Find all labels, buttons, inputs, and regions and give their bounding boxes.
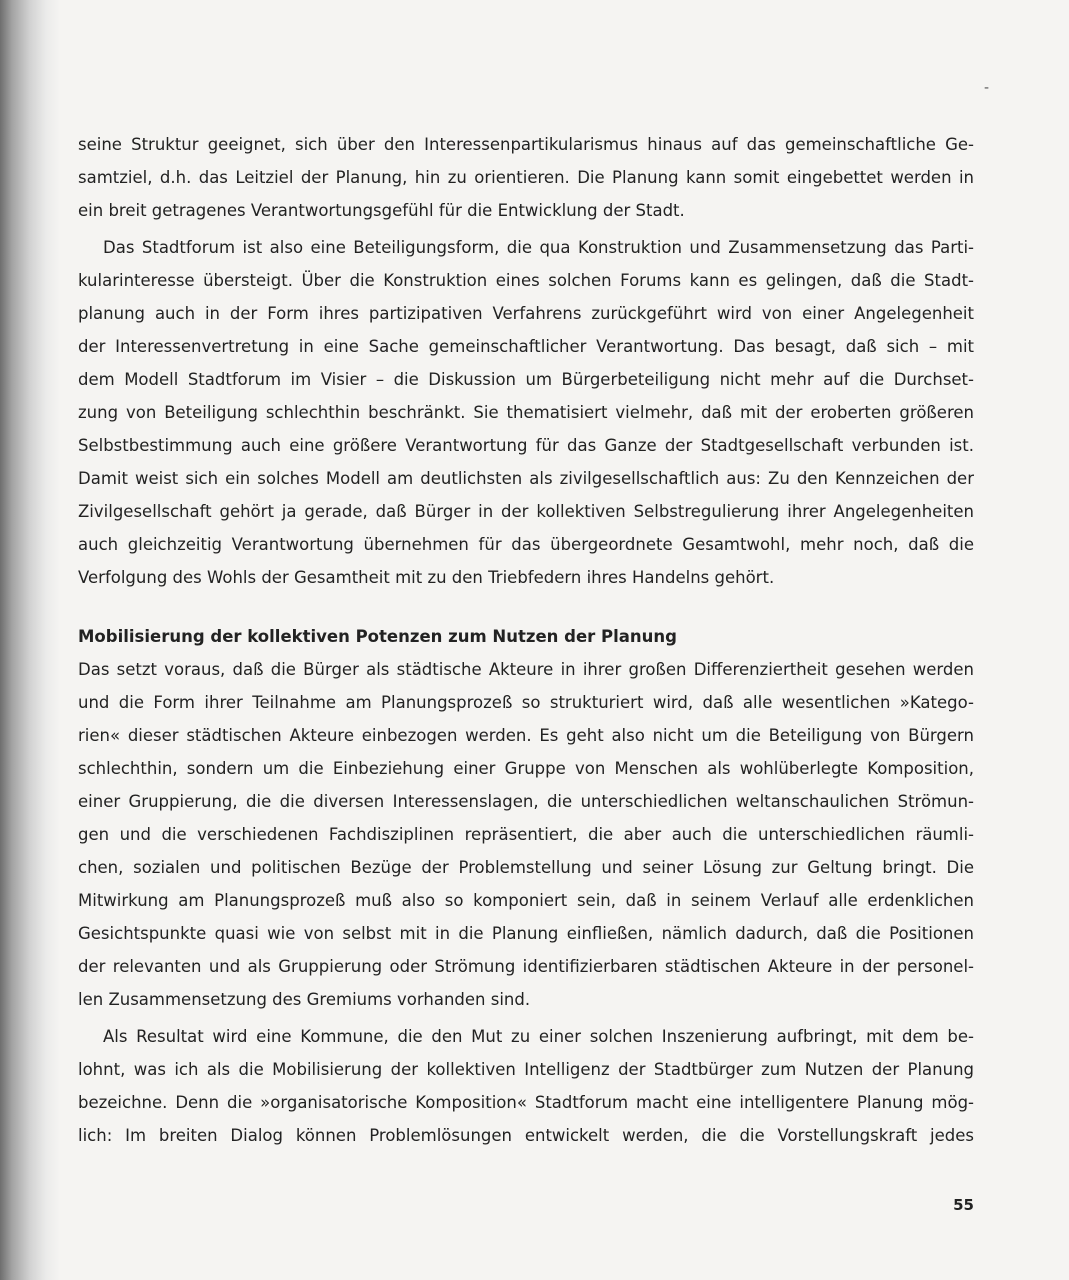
paragraph [78,231,974,594]
text-line: auch gleichzeitig Verantwortung übernehmen für das übergeordnete Gesamtwohl, mehr noch, daß die [78,535,974,554]
text-line: Selbstbestimmung auch eine größere Verantwortung für das Ganze der Stadtgesellschaft verbunden ist. [78,436,974,455]
text-line: dem Modell Stadtforum im Visier – die Diskussion um Bürgerbeteiligung nicht mehr auf die Durchset- [78,370,974,389]
book-binding-shadow [0,0,60,1280]
text-line: lich: Im breiten Dialog können Problemlösungen entwickelt werden, die die Vorstellungskraft jedes [78,1126,974,1145]
text-line: Als Resultat wird eine Kommune, die den Mut zu einer solchen Inszenierung aufbringt, mit dem be- [103,1027,974,1046]
text-line: Verfolgung des Wohls der Gesamtheit mit zu den Triebfedern ihres Handelns gehört. [78,568,775,587]
text-line: lohnt, was ich als die Mobilisierung der kollektiven Intelligenz der Stadtbürger zum Nutzen der Planung [78,1060,974,1079]
text-line: ein breit getragenes Verantwortungsgefühl für die Entwicklung der Stadt. [78,201,685,220]
text-line: Das setzt voraus, daß die Bürger als städtische Akteure in ihrer großen Differenziertheit gesehen werden [78,660,974,679]
text-line: kularinteresse übersteigt. Über die Konstruktion eines solchen Forums kann es gelingen, daß die Stadt- [78,271,974,290]
page-text [78,128,974,1152]
text-line: und die Form ihrer Teilnahme am Planungsprozeß so strukturiert wird, daß alle wesentlichen »Katego- [78,693,974,712]
text-line: chen, sozialen und politischen Bezüge der Problemstellung und seiner Lösung zur Geltung bringt. Die [78,858,974,877]
text-line: bezeichne. Denn die »organisatorische Komposition« Stadtforum macht eine intelligentere Planung mög- [78,1093,974,1112]
section-heading: Mobilisierung der kollektiven Potenzen zum Nutzen der Planung [78,627,677,646]
text-line: Zivilgesellschaft gehört ja gerade, daß Bürger in der kollektiven Selbstregulierung ihrer Angelegenheiten [78,502,974,521]
section [78,620,974,1152]
text-line: der relevanten und als Gruppierung oder Strömung identifizierbaren städtischen Akteure in der personel- [78,957,974,976]
text-line: Das Stadtforum ist also eine Beteiligungsform, die qua Konstruktion und Zusammensetzung das Parti- [103,238,974,257]
text-line: schlechthin, sondern um die Einbeziehung einer Gruppe von Menschen als wohlüberlegte Komposition, [78,759,974,778]
page-number: 55 [953,1196,974,1214]
text-line: einer Gruppierung, die die diversen Interessenslagen, die unterschiedlichen weltanschaulichen Strömun- [78,792,974,811]
text-line: zung von Beteiligung schlechthin beschränkt. Sie thematisiert vielmehr, daß mit der eroberten größeren [78,403,974,422]
text-line: seine Struktur geeignet, sich über den Interessenpartikularismus hinaus auf das gemeinschaftliche Ge- [78,135,974,154]
text-line: len Zusammensetzung des Gremiums vorhanden sind. [78,990,531,1009]
text-line: gen und die verschiedenen Fachdisziplinen repräsentiert, die aber auch die unterschiedlichen räumli- [78,825,974,844]
top-mark: - [984,80,990,96]
text-line: der Interessenvertretung in eine Sache gemeinschaftlicher Verantwortung. Das besagt, daß sich – mit [78,337,974,356]
paragraph [78,1020,974,1152]
text-line: Mitwirkung am Planungsprozeß muß also so komponiert sein, daß in seinem Verlauf alle erdenklichen [78,891,974,910]
paragraph [78,128,974,227]
text-line: samtziel, d.h. das Leitziel der Planung, hin zu orientieren. Die Planung kann somit eingebettet werden in [78,168,974,187]
paragraph [78,653,974,1016]
text-line: rien« dieser städtischen Akteure einbezogen werden. Es geht also nicht um die Beteiligung von Bürgern [78,726,974,745]
text-line: planung auch in der Form ihres partizipativen Verfahrens zurückgeführt wird von einer Angelegenheit [78,304,974,323]
text-line: Damit weist sich ein solches Modell am deutlichsten als zivilgesellschaftlich aus: Zu den Kennzeichen der [78,469,974,488]
text-line: Gesichtspunkte quasi wie von selbst mit in die Planung einfließen, nämlich dadurch, daß die Positionen [78,924,974,943]
